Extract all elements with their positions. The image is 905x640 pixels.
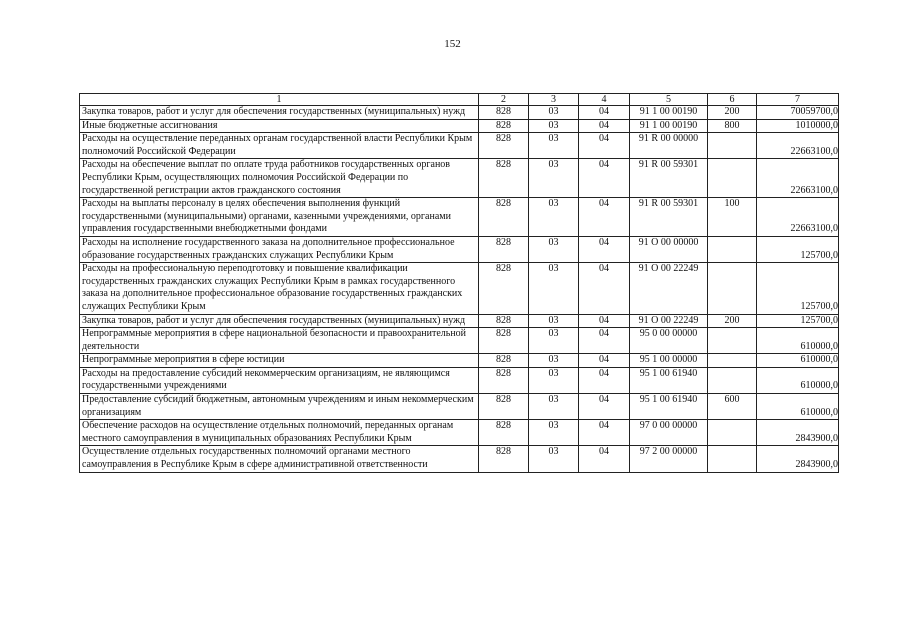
expense-name-cell: Расходы на выплаты персоналу в целях обеспечения выполнения функций государственными (муниципальными) органами, казенными учреждениями, органами управления государственными внебюджетными фондами (80, 198, 479, 237)
code-column-2-cell: 828 (479, 354, 529, 368)
budget-table (79, 93, 839, 473)
target-article-cell: 95 1 00 61940 (630, 367, 708, 393)
expense-name-cell: Предоставление субсидий бюджетным, автономным учреждениям и иным некоммерческим организациям (80, 394, 479, 420)
header-cell-4: 4 (579, 94, 630, 106)
amount-cell: 125700,0 (757, 314, 839, 328)
amount-cell: 22663100,0 (757, 198, 839, 237)
target-article-cell: 91 O 00 22249 (630, 314, 708, 328)
code-column-2-cell: 828 (479, 263, 529, 314)
expense-type-cell (708, 236, 757, 262)
table-row (80, 328, 839, 354)
code-column-3-cell: 03 (529, 354, 579, 368)
expense-type-cell (708, 420, 757, 446)
table-row (80, 446, 839, 472)
code-column-4-cell: 04 (579, 328, 630, 354)
code-column-4-cell: 04 (579, 446, 630, 472)
expense-name-cell: Расходы на предоставление субсидий некоммерческим организациям, не являющимся государственными учреждениями (80, 367, 479, 393)
expense-name-cell: Непрограммные мероприятия в сфере юстиции (80, 354, 479, 368)
expense-type-cell (708, 263, 757, 314)
expense-type-cell (708, 159, 757, 198)
expense-type-cell (708, 133, 757, 159)
code-column-2-cell: 828 (479, 198, 529, 237)
table-row (80, 394, 839, 420)
header-cell-3: 3 (529, 94, 579, 106)
code-column-2-cell: 828 (479, 446, 529, 472)
target-article-cell: 91 1 00 00190 (630, 106, 708, 120)
code-column-4-cell: 04 (579, 394, 630, 420)
code-column-4-cell: 04 (579, 354, 630, 368)
expense-name-cell: Непрограммные мероприятия в сфере национальной безопасности и правоохранительной деятельности (80, 328, 479, 354)
expense-name-cell: Расходы на обеспечение выплат по оплате труда работников государственных органов Республики Крым, осуществляющих полномочия Российской Федерации по государственной регистрации актов гражданского состояния (80, 159, 479, 198)
target-article-cell: 91 R 00 00000 (630, 133, 708, 159)
header-cell-7: 7 (757, 94, 839, 106)
amount-cell: 70059700,0 (757, 106, 839, 120)
page-number: 152 (444, 38, 461, 50)
target-article-cell: 91 1 00 00190 (630, 119, 708, 133)
code-column-3-cell: 03 (529, 314, 579, 328)
expense-type-cell (708, 367, 757, 393)
code-column-3-cell: 03 (529, 446, 579, 472)
expense-name-cell: Расходы на осуществление переданных органам государственной власти Республики Крым полномочий Российской Федерации (80, 133, 479, 159)
code-column-3-cell: 03 (529, 367, 579, 393)
target-article-cell: 91 O 00 00000 (630, 236, 708, 262)
table-row (80, 106, 839, 120)
header-cell-2: 2 (479, 94, 529, 106)
table-row (80, 367, 839, 393)
expense-name-cell: Осуществление отдельных государственных полномочий органами местного самоуправления в Республике Крым в сфере административной ответственности (80, 446, 479, 472)
code-column-3-cell: 03 (529, 263, 579, 314)
amount-cell: 22663100,0 (757, 133, 839, 159)
code-column-3-cell: 03 (529, 328, 579, 354)
target-article-cell: 95 0 00 00000 (630, 328, 708, 354)
expense-type-cell: 200 (708, 314, 757, 328)
code-column-2-cell: 828 (479, 133, 529, 159)
code-column-3-cell: 03 (529, 420, 579, 446)
amount-cell: 2843900,0 (757, 420, 839, 446)
table-row (80, 119, 839, 133)
code-column-3-cell: 03 (529, 236, 579, 262)
code-column-2-cell: 828 (479, 420, 529, 446)
code-column-3-cell: 03 (529, 159, 579, 198)
target-article-cell: 95 1 00 61940 (630, 394, 708, 420)
expense-name-cell: Расходы на исполнение государственного заказа на дополнительное профессиональное образование государственных гражданских служащих Республики Крым (80, 236, 479, 262)
code-column-2-cell: 828 (479, 394, 529, 420)
code-column-4-cell: 04 (579, 198, 630, 237)
code-column-2-cell: 828 (479, 328, 529, 354)
expense-name-cell: Закупка товаров, работ и услуг для обеспечения государственных (муниципальных) нужд (80, 106, 479, 120)
table-row (80, 133, 839, 159)
header-row (80, 94, 839, 106)
code-column-3-cell: 03 (529, 119, 579, 133)
table-row (80, 198, 839, 237)
amount-cell: 125700,0 (757, 263, 839, 314)
code-column-3-cell: 03 (529, 133, 579, 159)
amount-cell: 2843900,0 (757, 446, 839, 472)
table-row (80, 236, 839, 262)
amount-cell: 1010000,0 (757, 119, 839, 133)
expense-type-cell: 600 (708, 394, 757, 420)
target-article-cell: 97 2 00 00000 (630, 446, 708, 472)
expense-name-cell: Расходы на профессиональную переподготовку и повышение квалификации государственных гражданских служащих Республики Крым в рамках государственного заказа на дополнительное профессиональное образование государственных гражданских служащих Республики Крым (80, 263, 479, 314)
expense-type-cell (708, 354, 757, 368)
amount-cell: 610000,0 (757, 394, 839, 420)
expense-name-cell: Обеспечение расходов на осуществление отдельных полномочий, переданных органам местного самоуправления в муниципальных образованиях Республики Крым (80, 420, 479, 446)
header-cell-6: 6 (708, 94, 757, 106)
table-row (80, 420, 839, 446)
table-row (80, 159, 839, 198)
code-column-4-cell: 04 (579, 263, 630, 314)
expense-type-cell: 200 (708, 106, 757, 120)
header-cell-1: 1 (80, 94, 479, 106)
expense-type-cell (708, 328, 757, 354)
expense-type-cell: 800 (708, 119, 757, 133)
code-column-3-cell: 03 (529, 198, 579, 237)
expense-name-cell: Закупка товаров, работ и услуг для обеспечения государственных (муниципальных) нужд (80, 314, 479, 328)
code-column-2-cell: 828 (479, 106, 529, 120)
expense-type-cell (708, 446, 757, 472)
code-column-2-cell: 828 (479, 367, 529, 393)
table-row (80, 314, 839, 328)
target-article-cell: 91 O 00 22249 (630, 263, 708, 314)
code-column-2-cell: 828 (479, 236, 529, 262)
amount-cell: 610000,0 (757, 328, 839, 354)
amount-cell: 22663100,0 (757, 159, 839, 198)
target-article-cell: 95 1 00 00000 (630, 354, 708, 368)
code-column-4-cell: 04 (579, 420, 630, 446)
table-row (80, 263, 839, 314)
code-column-4-cell: 04 (579, 236, 630, 262)
table-row (80, 354, 839, 368)
code-column-4-cell: 04 (579, 367, 630, 393)
code-column-4-cell: 04 (579, 159, 630, 198)
amount-cell: 610000,0 (757, 354, 839, 368)
target-article-cell: 91 R 00 59301 (630, 159, 708, 198)
code-column-2-cell: 828 (479, 119, 529, 133)
code-column-4-cell: 04 (579, 106, 630, 120)
expense-type-cell: 100 (708, 198, 757, 237)
code-column-4-cell: 04 (579, 119, 630, 133)
code-column-3-cell: 03 (529, 394, 579, 420)
expense-name-cell: Иные бюджетные ассигнования (80, 119, 479, 133)
target-article-cell: 91 R 00 59301 (630, 198, 708, 237)
header-cell-5: 5 (630, 94, 708, 106)
code-column-2-cell: 828 (479, 159, 529, 198)
code-column-2-cell: 828 (479, 314, 529, 328)
target-article-cell: 97 0 00 00000 (630, 420, 708, 446)
amount-cell: 125700,0 (757, 236, 839, 262)
code-column-3-cell: 03 (529, 106, 579, 120)
amount-cell: 610000,0 (757, 367, 839, 393)
code-column-4-cell: 04 (579, 314, 630, 328)
code-column-4-cell: 04 (579, 133, 630, 159)
